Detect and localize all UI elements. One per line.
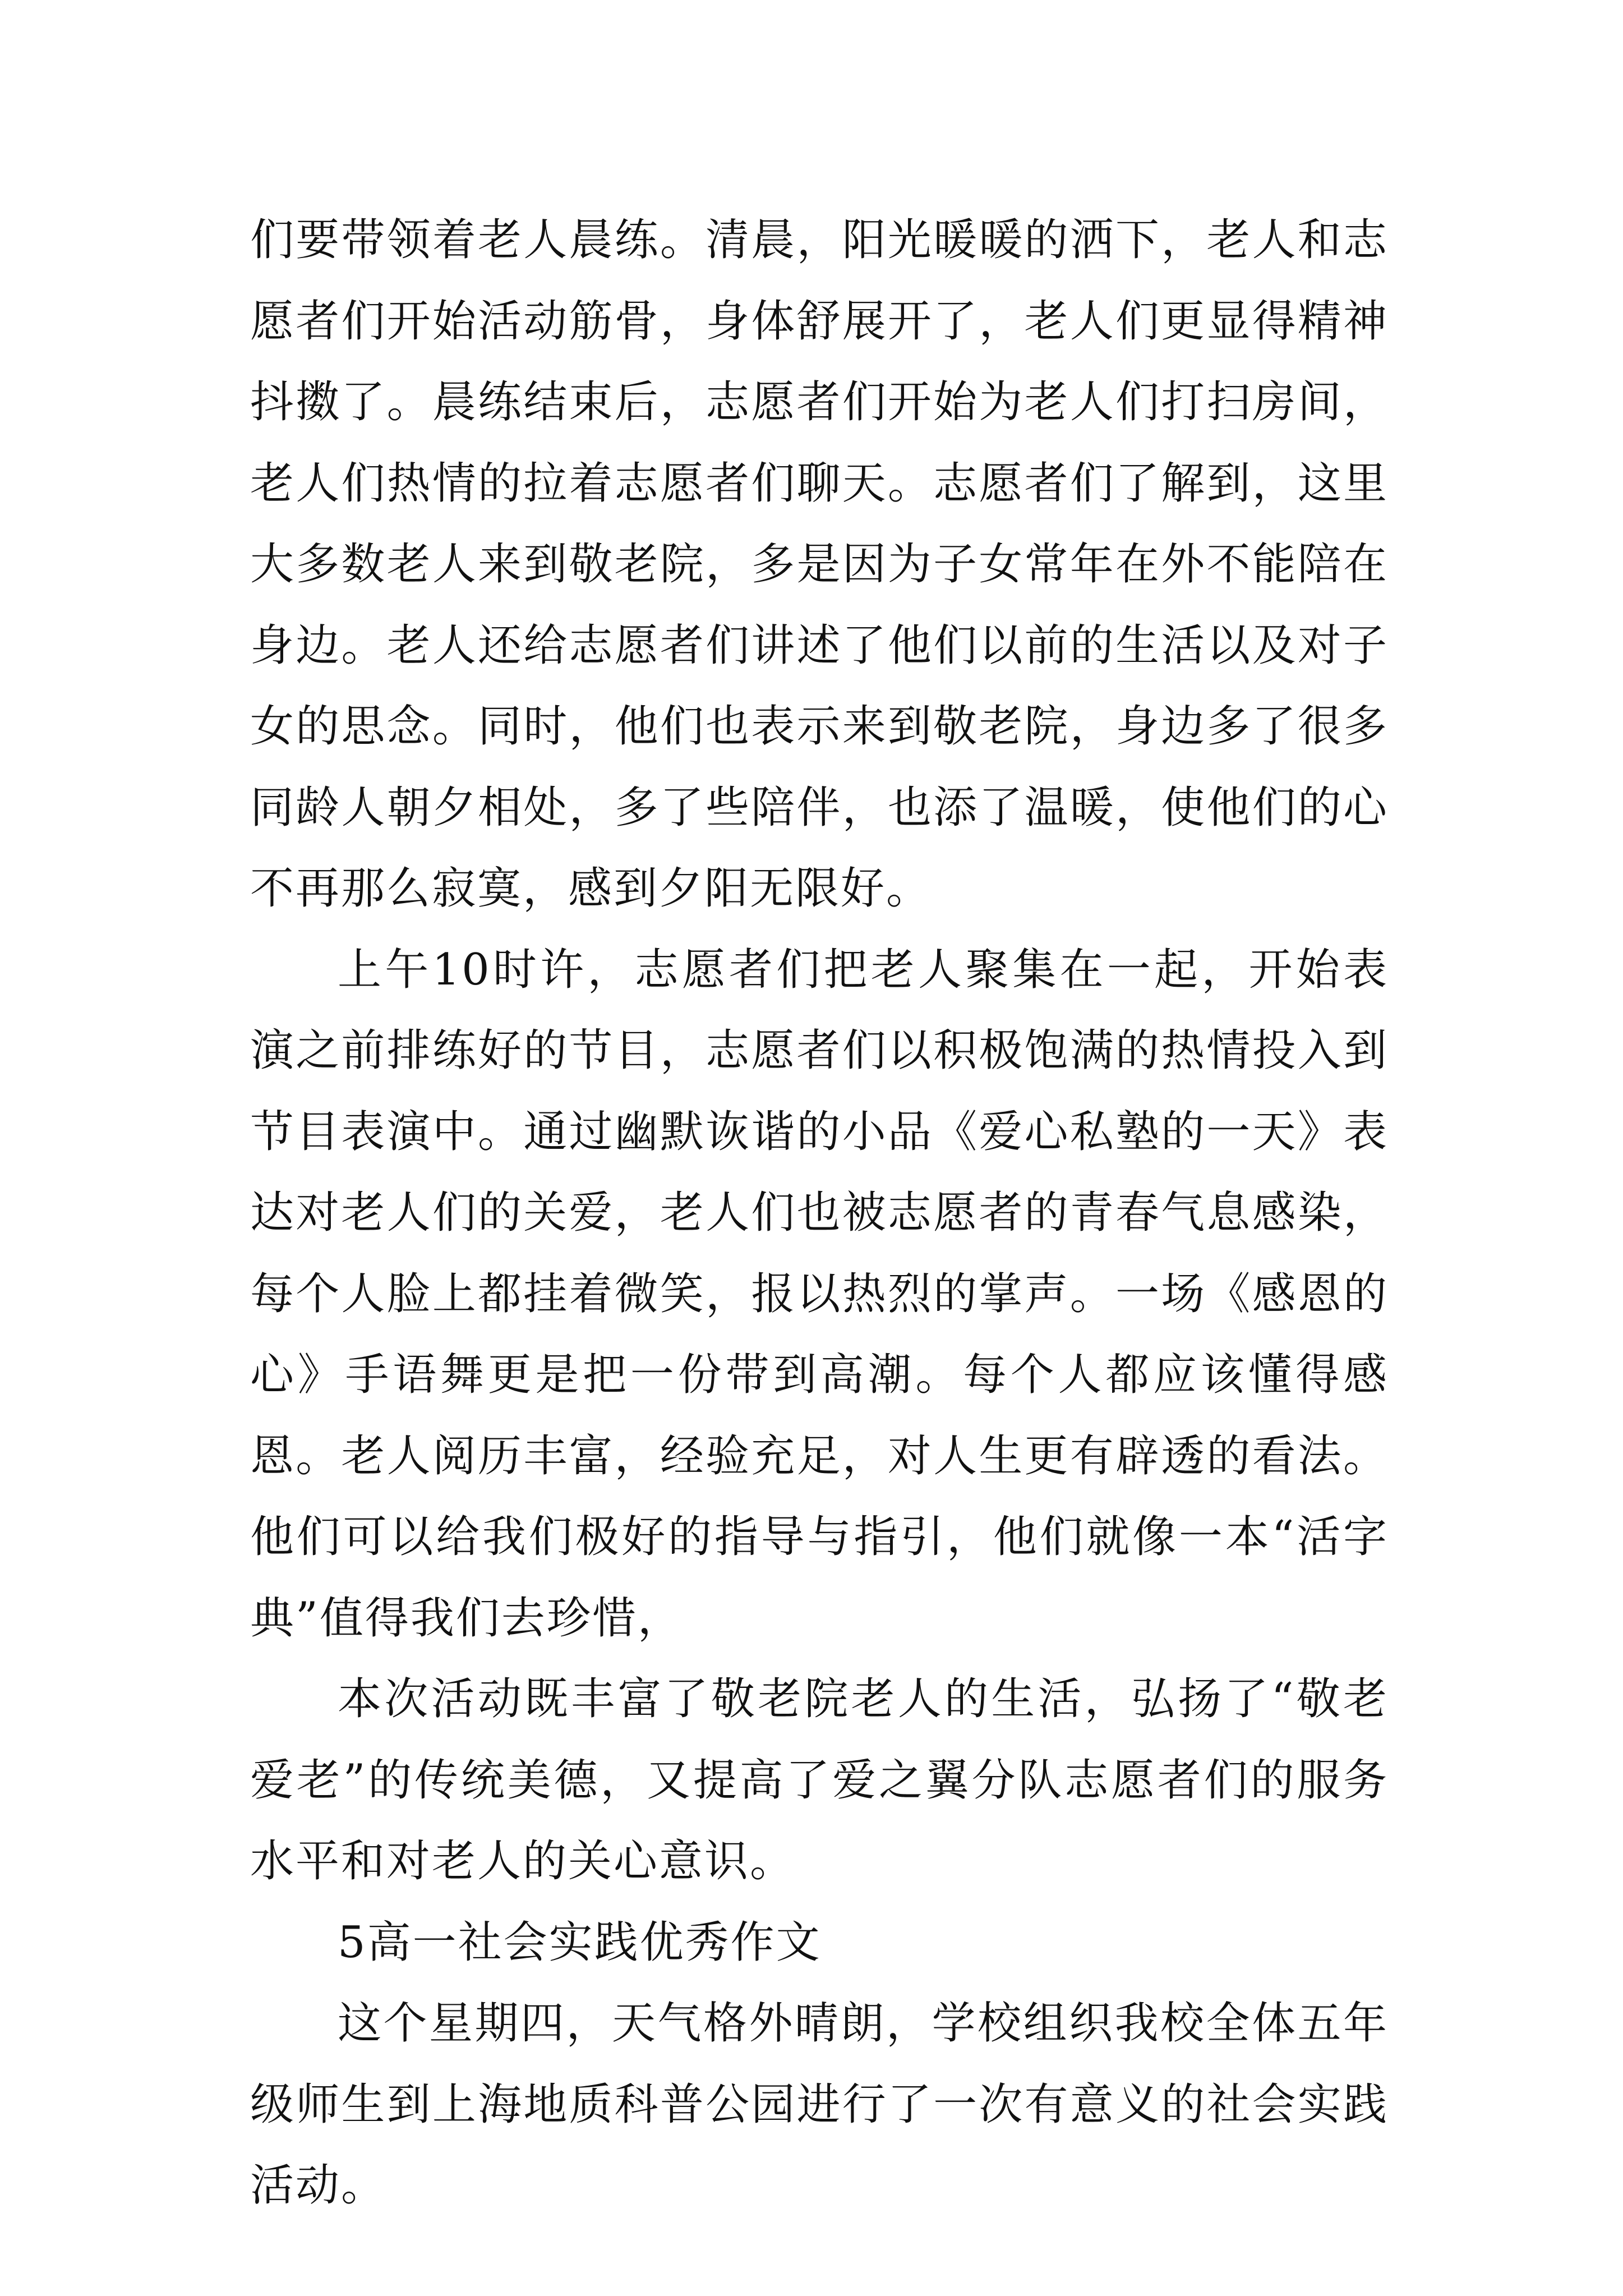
paragraph-summary: 本次活动既丰富了敬老院老人的生活，弘扬了“敬老爱老”的传统美德，又提高了爱之翼分队志愿者们的服务水平和对老人的关心意识。 [250,1674,1389,1887]
paragraph-performance: 上午10时许，志愿者们把老人聚集在一起，开始表演之前排练好的节目，志愿者们以积极饱满的热情投入到节目表演中。通过幽默诙谐的小品《爱心私塾的一天》表达对老人们的关爱，老人们也被志愿者的青春气息感染，每个人脸上都挂着微笑，报以热烈的掌声。一场《感恩的心》手语舞更是把一份带到高潮。每个人都应该懂得感恩。老人阅历丰富，经验充足，对人生更有辟透的看法。他们可以给我们极好的指导与指引，他们就像一本“活字典”值得我们去珍惜， [250,944,1389,1644]
body-text [250,200,1389,2226]
paragraph-geology-park: 这个星期四，天气格外晴朗，学校组织我校全体五年级师生到上海地质科普公园进行了一次有意义的社会实践活动。 [250,1998,1389,2211]
section-heading: 5高一社会实践优秀作文 [338,1917,822,1968]
paragraph-volunteer-morning: 们要带领着老人晨练。清晨，阳光暖暖的洒下，老人和志愿者们开始活动筋骨，身体舒展开了，老人们更显得精神抖擞了。晨练结束后，志愿者们开始为老人们打扫房间，老人们热情的拉着志愿者们聊天。志愿者们了解到，这里大多数老人来到敬老院，多是因为子女常年在外不能陪在身边。老人还给志愿者们讲述了他们以前的生活以及对子女的思念。同时，他们也表示来到敬老院，身边多了很多同龄人朝夕相处，多了些陪伴，也添了温暖，使他们的心不再那么寂寞，感到夕阳无限好。 [250,215,1389,914]
